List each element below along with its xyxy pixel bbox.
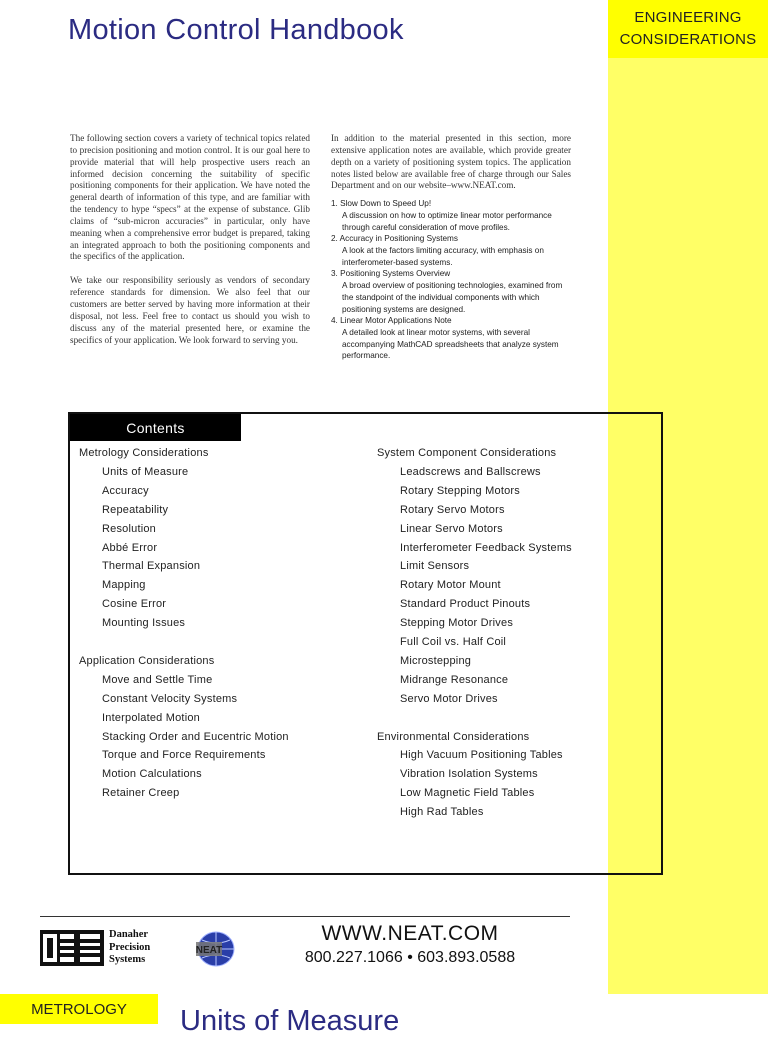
neat-globe-text: NEAT (195, 945, 223, 956)
footer-divider (40, 916, 570, 917)
contents-item[interactable]: Constant Velocity Systems (102, 692, 238, 705)
contents-left-column (79, 444, 289, 822)
danaher-logo (40, 928, 240, 972)
application-notes-paragraph: In addition to the material presented in this section, more extensive application notes are available, which provide greater depth on a variety of positioning system topics. The application notes listed below are available free of charge through our Sales Department and on our website–www.NEAT.com. (331, 133, 571, 191)
section-tab-line-1: ENGINEERING (634, 9, 742, 26)
contents-item[interactable]: Stacking Order and Eucentric Motion (102, 730, 289, 743)
contents-item[interactable]: Retainer Creep (102, 787, 180, 800)
intro-left-column (70, 133, 310, 358)
contents-item[interactable]: Interferometer Feedback Systems (400, 541, 572, 554)
contents-group-heading[interactable]: Environmental Considerations (377, 730, 530, 743)
application-note-title: 4. Linear Motor Applications Note (331, 316, 452, 326)
application-note (331, 233, 571, 268)
contents-item[interactable]: Repeatability (102, 503, 169, 516)
contents-group (79, 444, 289, 633)
contents-item[interactable]: Thermal Expansion (102, 560, 201, 573)
contents-group (377, 728, 572, 823)
phone-numbers: 800.227.1066 • 603.893.0588 (304, 949, 516, 966)
contents-item[interactable]: Microstepping (400, 654, 472, 667)
contents-right-column (377, 444, 572, 841)
danaher-logo-mark-icon (40, 928, 104, 968)
application-note (331, 315, 571, 362)
contents-item[interactable]: Move and Settle Time (102, 673, 213, 686)
application-note-title: 1. Slow Down to Speed Up! (331, 199, 432, 209)
danaher-logo-text: Danaher Precision Systems (109, 929, 151, 965)
neat-globe-icon (190, 928, 236, 970)
contents-item[interactable]: Abbé Error (102, 541, 158, 554)
contents-item[interactable]: Linear Servo Motors (400, 522, 503, 535)
contents-group-heading[interactable]: System Component Considerations (377, 447, 557, 459)
contents-item[interactable]: Leadscrews and Ballscrews (400, 465, 541, 478)
contents-item[interactable]: Rotary Motor Mount (400, 579, 501, 592)
contents-header: Contents (70, 414, 241, 441)
application-note-description: A detailed look at linear motor systems, with several accompanying MathCAD spreadsheets that analyze system performance. (342, 327, 559, 361)
contents-group (79, 652, 289, 803)
contents-item[interactable]: Midrange Resonance (400, 673, 509, 686)
application-note-title: 3. Positioning Systems Overview (331, 269, 451, 279)
contents-item[interactable]: Limit Sensors (400, 560, 470, 573)
website-url: WWW.NEAT.COM (321, 922, 499, 945)
contents-item[interactable]: Units of Measure (102, 465, 189, 478)
contents-item[interactable]: Full Coil vs. Half Coil (400, 636, 507, 649)
contents-item[interactable]: Resolution (102, 522, 156, 535)
application-notes-list (331, 198, 571, 362)
contents-item[interactable]: High Vacuum Positioning Tables (400, 749, 563, 762)
contents-item[interactable]: Servo Motor Drives (400, 692, 498, 705)
intro-paragraph-1: The following section covers a variety of technical topics related to precision positioning and motion control. It is our goal here to provide material that will help prospective users reach an informed decision concerning the suitability of specific positioning components for their application. We have noted the general dearth of information of this type, and are familiar with the tendency to hype “specs” at the expense of substance. Glib claims of “sub-micron accuracies” in particular, only have meaning when a comprehensive error budget is prepared, taking an integrated approach to both the positioning components and the specifics of the application. (70, 133, 310, 262)
contents-item[interactable]: Stepping Motor Drives (400, 617, 514, 630)
intro-right-column (331, 133, 571, 362)
contents-item[interactable]: Rotary Servo Motors (400, 503, 505, 516)
contents-item[interactable]: Rotary Stepping Motors (400, 484, 520, 497)
application-note-title: 2. Accuracy in Positioning Systems (331, 234, 458, 244)
contents-item[interactable]: Cosine Error (102, 598, 167, 611)
section-tab-engineering (608, 0, 768, 58)
contents-group (377, 444, 572, 709)
contents-item[interactable]: High Rad Tables (400, 806, 484, 819)
application-note (331, 268, 571, 315)
contents-item[interactable]: Interpolated Motion (102, 711, 200, 724)
contents-item[interactable]: Torque and Force Requirements (102, 749, 266, 762)
contents-item[interactable]: Accuracy (102, 484, 149, 497)
section-tab-metrology: METROLOGY (0, 994, 158, 1024)
contents-box (68, 412, 663, 875)
application-note (331, 198, 571, 233)
application-note-description: A broad overview of positioning technologies, examined from the standpoint of the individual components with which positioning systems are designed. (342, 281, 563, 314)
contents-group-heading[interactable]: Metrology Considerations (79, 447, 209, 459)
next-page-title: Units of Measure (180, 1005, 400, 1037)
contents-item[interactable]: Low Magnetic Field Tables (400, 787, 535, 800)
contents-item[interactable]: Mounting Issues (102, 617, 186, 630)
page-title: Motion Control Handbook (68, 14, 404, 46)
application-note-description: A look at the factors limiting accuracy, with emphasis on interferometer-based systems. (342, 246, 544, 267)
contents-group-heading[interactable]: Application Considerations (79, 654, 215, 667)
contents-item[interactable]: Vibration Isolation Systems (400, 768, 538, 781)
contents-item[interactable]: Standard Product Pinouts (400, 598, 531, 611)
application-note-description: A discussion on how to optimize linear motor performance through careful consideration of move profiles. (342, 210, 552, 232)
section-tab-line-2: CONSIDERATIONS (619, 31, 757, 48)
contents-item[interactable]: Mapping (102, 579, 146, 592)
intro-paragraph-2: We take our responsibility seriously as vendors of secondary reference standards for dimension. We also feel that our customers are better served by having more information at their disposal, not less. Feel free to contact us should you wish to discuss any of the material presented here, or examine the specifics of your application. We look forward to serving you. (70, 275, 310, 345)
contents-item[interactable]: Motion Calculations (102, 768, 202, 781)
